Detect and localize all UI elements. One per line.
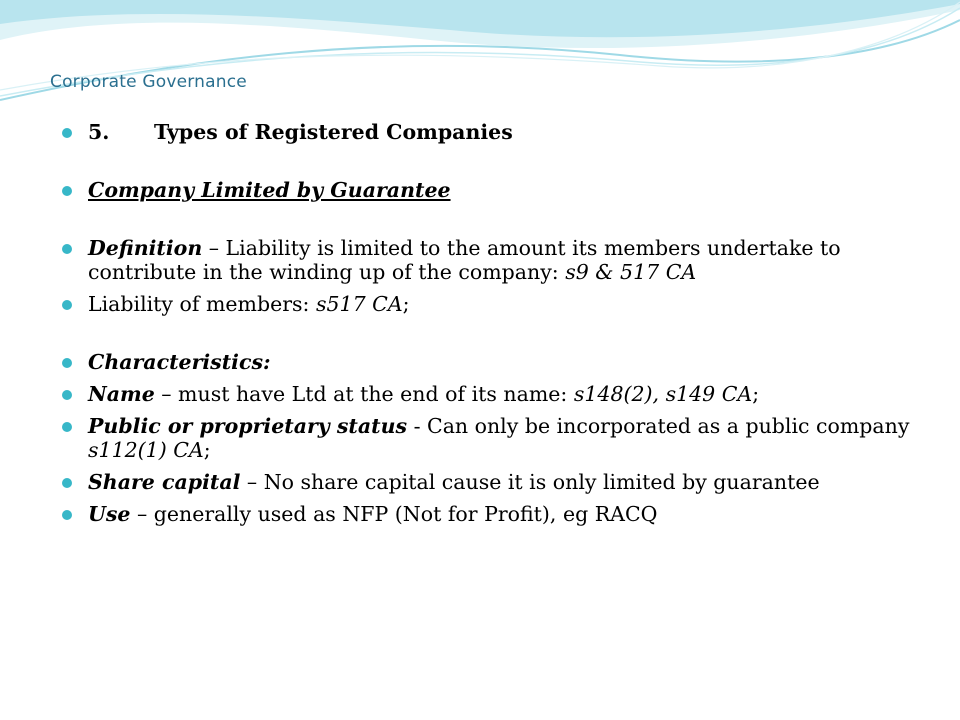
use-text: – generally used as NFP (Not for Profit), eg RACQ [130, 502, 658, 526]
bullet-company-type [62, 178, 922, 202]
bullet-dot-icon [62, 186, 72, 196]
liability-end: ; [402, 292, 410, 316]
definition-term: Definition [88, 236, 203, 260]
company-type-heading: Company Limited by Guarantee [88, 178, 451, 202]
share-capital-term: Share capital [88, 470, 241, 494]
bullet-definition [62, 236, 922, 284]
bullet-dot-icon [62, 422, 72, 432]
status-text: - Can only be incorporated as a public company [407, 414, 910, 438]
status-end: ; [203, 438, 211, 462]
section-title: Types of Registered Companies [154, 120, 513, 144]
definition-text: – Liability is limited to the amount its members undertake to contribute in the winding up of the company: [88, 236, 841, 284]
bullet-dot-icon [62, 300, 72, 310]
bullet-dot-icon [62, 510, 72, 520]
liability-text: Liability of members: [88, 292, 316, 316]
bullet-share-capital [62, 470, 922, 494]
slide-content [62, 116, 922, 526]
bullet-dot-icon [62, 244, 72, 254]
bullet-name [62, 382, 922, 406]
share-capital-text: – No share capital cause it is only limited by guarantee [240, 470, 820, 494]
bullet-dot-icon [62, 358, 72, 368]
name-term: Name [88, 382, 155, 406]
status-term: Public or proprietary status [88, 414, 408, 438]
name-end: ; [752, 382, 760, 406]
bullet-dot-icon [62, 390, 72, 400]
name-reference: s148(2), s149 CA [573, 382, 753, 406]
header-wave-decoration [0, 0, 960, 130]
use-term: Use [88, 502, 131, 526]
bullet-section-heading [62, 120, 922, 144]
definition-reference: s9 & 517 CA [565, 260, 697, 284]
bullet-dot-icon [62, 128, 72, 138]
name-text: – must have Ltd at the end of its name: [154, 382, 574, 406]
status-reference: s112(1) CA [88, 438, 204, 462]
bullet-use [62, 502, 922, 526]
header-title: Corporate Governance [50, 72, 247, 92]
bullet-status [62, 414, 922, 462]
liability-reference: s517 CA [315, 292, 403, 316]
bullet-liability [62, 292, 922, 316]
section-number: 5. [88, 120, 110, 144]
characteristics-heading: Characteristics: [88, 350, 271, 374]
bullet-dot-icon [62, 478, 72, 488]
bullet-characteristics [62, 350, 922, 374]
